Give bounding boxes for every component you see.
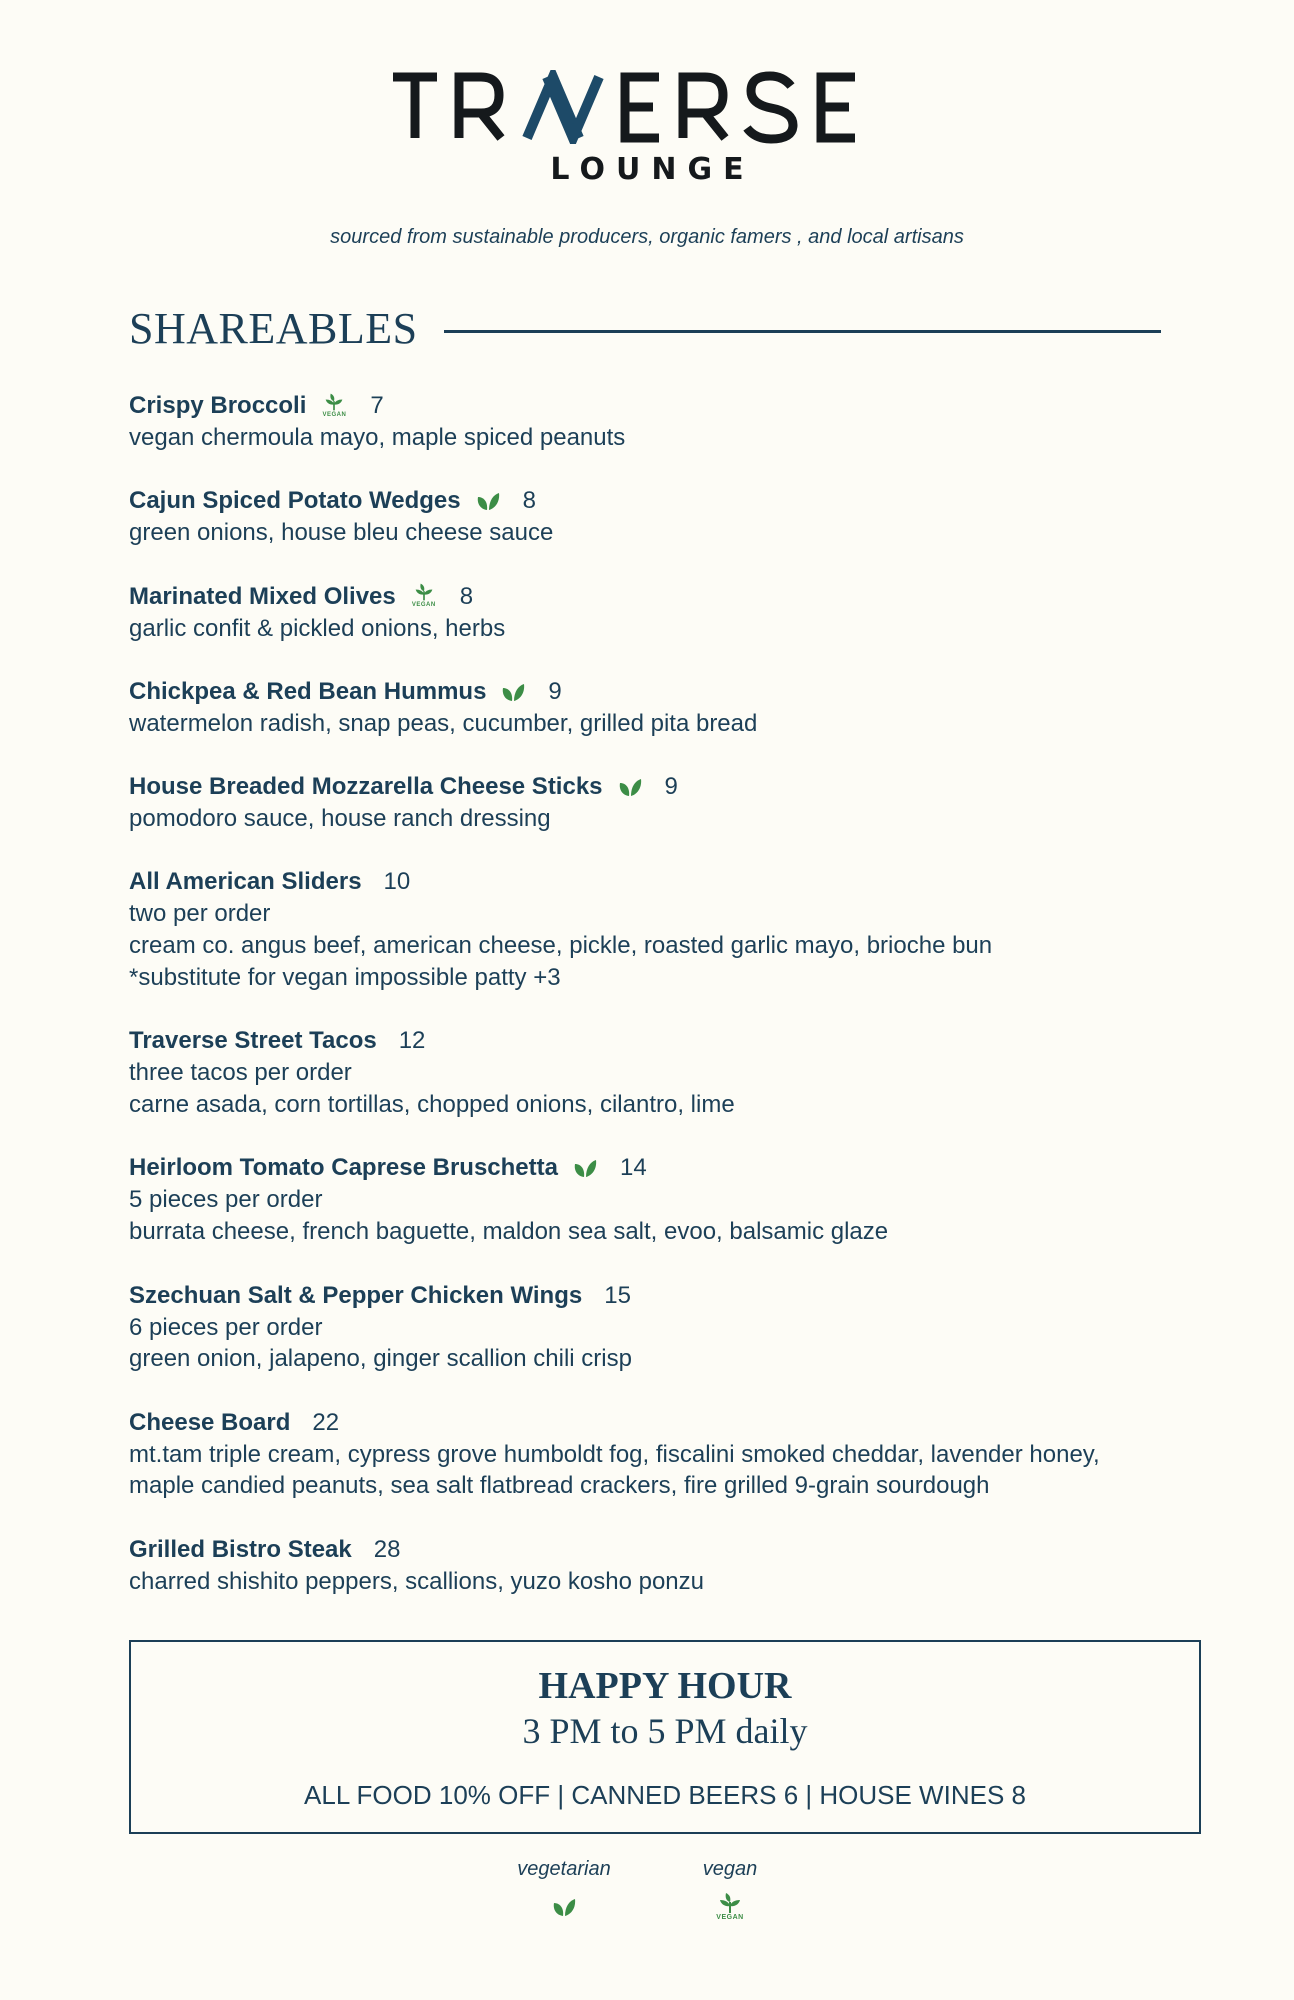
happy-hour-deals: ALL FOOD 10% OFF | CANNED BEERS 6 | HOUSE WINES 8 [304, 1780, 1026, 1810]
menu-item-name: Szechuan Salt & Pepper Chicken Wings [129, 1281, 583, 1309]
menu-item [129, 771, 1169, 835]
vegan-badge-icon [716, 1892, 743, 1921]
menu-item [129, 866, 1169, 993]
menu-item-description: green onion, jalapeno, ginger scallion chili crisp [129, 1345, 632, 1373]
menu-item-header [129, 485, 1169, 517]
vegan-badge-text: VEGAN [322, 411, 347, 418]
menu-item [129, 1534, 1169, 1598]
menu-item-description: 5 pieces per order [129, 1186, 323, 1214]
menu-item-name: All American Sliders [129, 868, 362, 896]
menu-item-description: garlic confit & pickled onions, herbs [129, 614, 506, 642]
legend-vegetarian [504, 1858, 624, 1921]
menu-item-description: burrata cheese, french baguette, maldon sea salt, evoo, balsamic glaze [129, 1218, 889, 1246]
menu-item-price: 9 [548, 677, 562, 705]
menu-item-description: carne asada, corn tortillas, chopped onions, cilantro, lime [129, 1091, 735, 1119]
menu-item-price: 15 [604, 1281, 631, 1309]
menu-item [129, 581, 1169, 645]
menu-item-header [129, 1280, 1169, 1312]
menu-item-description: cream co. angus beef, american cheese, pickle, roasted garlic mayo, brioche bun [129, 932, 993, 960]
section-header [129, 298, 1161, 358]
menu-item [129, 676, 1169, 740]
menu-item-description: 6 pieces per order [129, 1313, 323, 1341]
menu-item-price: 22 [312, 1408, 340, 1436]
vegetarian-leaf-icon [475, 490, 501, 512]
vegan-badge-icon [410, 582, 438, 609]
menu-item-name: Grilled Bistro Steak [129, 1535, 352, 1563]
vegan-badge-text: VEGAN [716, 1914, 744, 1921]
menu-item-header [129, 866, 1169, 898]
legend-vegan [670, 1858, 790, 1921]
traverse-wordmark [387, 70, 907, 144]
logo-subtitle: LOUNGE [550, 152, 755, 187]
menu-item-description: charred shishito peppers, scallions, yuzo kosho ponzu [129, 1567, 704, 1595]
legend [0, 1858, 1294, 1921]
menu-item [129, 1280, 1169, 1376]
brand-logo [0, 70, 1294, 187]
vegetarian-leaf-icon [572, 1157, 598, 1179]
tagline: sourced from sustainable producers, organic famers , and local artisans [330, 226, 964, 248]
menu-item-header [129, 676, 1169, 708]
happy-hour-hours: 3 PM to 5 PM daily [522, 1711, 808, 1751]
vegan-sprout-icon [718, 1892, 742, 1914]
menu-item-description: vegan chermoula mayo, maple spiced peanuts [129, 424, 626, 451]
menu-item-name: Traverse Street Tacos [129, 1027, 377, 1055]
happy-hour-title: HAPPY HOUR [538, 1665, 792, 1707]
menu-item-name: Cheese Board [129, 1408, 291, 1436]
menu-item-description: mt.tam triple cream, cypress grove humboldt fog, fiscalini smoked cheddar, lavender honey, [129, 1440, 1100, 1468]
menu-item-description: maple candied peanuts, sea salt flatbread crackers, fire grilled 9-grain sourdough [129, 1472, 990, 1500]
menu-item-description: green onions, house bleu cheese sauce [129, 519, 554, 547]
menu-item [129, 485, 1169, 549]
legend-vegetarian-label: vegetarian [517, 1858, 611, 1880]
menu-item-header [129, 771, 1169, 803]
menu-item-header [129, 1534, 1169, 1566]
menu-item [129, 390, 1169, 454]
menu-item-price: 12 [398, 1027, 426, 1055]
menu-item [129, 1025, 1169, 1121]
menu-item-header [129, 1407, 1169, 1439]
menu-item-header [129, 581, 1169, 613]
menu-list [129, 390, 1169, 1629]
menu-item-description: *substitute for vegan impossible patty +3 [129, 964, 561, 992]
menu-item-description: watermelon radish, snap peas, cucumber, grilled pita bread [129, 709, 758, 737]
vegetarian-leaf-icon [617, 776, 643, 798]
menu-item-price: 8 [459, 582, 474, 610]
menu-item-price: 10 [383, 868, 411, 896]
menu-item-name: Marinated Mixed Olives [129, 582, 396, 610]
menu-item-price: 8 [522, 487, 536, 515]
menu-item-name: Heirloom Tomato Caprese Bruschetta [129, 1154, 558, 1182]
menu-item-name: Crispy Broccoli [129, 392, 307, 419]
menu-item-description: three tacos per order [129, 1059, 352, 1087]
menu-item-price: 28 [373, 1535, 401, 1563]
menu-item [129, 1152, 1169, 1248]
section-divider [444, 330, 1161, 333]
menu-item [129, 1407, 1169, 1503]
menu-item-name: Chickpea & Red Bean Hummus [129, 677, 487, 705]
menu-item-header [129, 1025, 1169, 1057]
vegetarian-leaf-icon [551, 1896, 577, 1918]
menu-item-description: two per order [129, 900, 271, 928]
vegan-badge-text: VEGAN [411, 602, 436, 609]
menu-item-header [129, 390, 1169, 422]
menu-item-price: 14 [620, 1154, 647, 1182]
menu-item-header [129, 1152, 1169, 1184]
section-title: SHAREABLES [129, 303, 418, 353]
menu-item-name: House Breaded Mozzarella Cheese Sticks [129, 773, 603, 801]
happy-hour-box [129, 1640, 1201, 1834]
vegan-badge-icon [320, 392, 348, 419]
legend-vegan-label: vegan [702, 1858, 758, 1880]
menu-item-price: 9 [664, 773, 678, 801]
vegetarian-leaf-icon [500, 681, 526, 703]
menu-item-description: pomodoro sauce, house ranch dressing [129, 805, 551, 833]
menu-item-name: Cajun Spiced Potato Wedges [129, 487, 461, 515]
menu-item-price: 7 [370, 392, 384, 419]
